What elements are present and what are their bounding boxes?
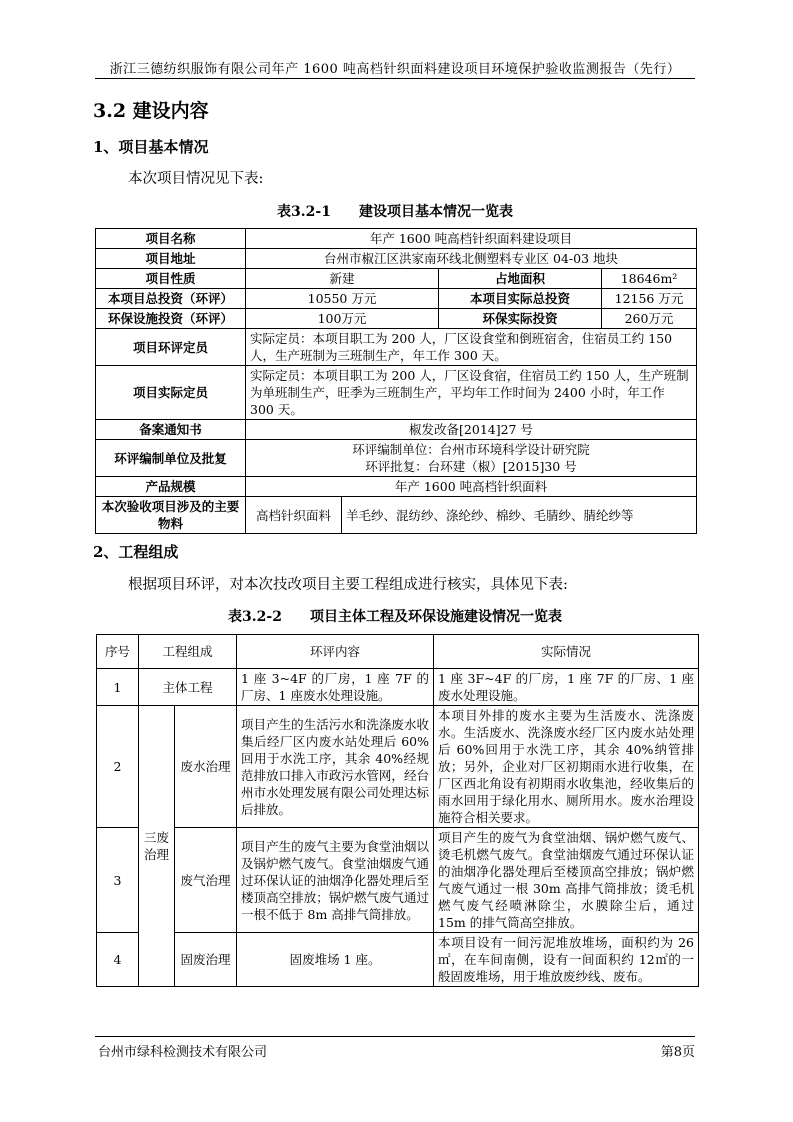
table2-caption: 表3.2-2 项目主体工程及环保设施建设情况一览表: [228, 609, 562, 625]
table-cell: 1 座 3~4F 的厂房，1 座 7F 的厂房、1 座废水处理设施。: [237, 669, 434, 706]
footer-company: 台州市绿科检测技术有限公司: [98, 1045, 268, 1060]
table-cell: 本项目总投资（环评）: [96, 289, 246, 309]
subsection-heading-composition: 2、工程组成: [93, 543, 179, 561]
table-cell: 项目实际定员: [96, 366, 246, 420]
table-cell: 12156 万元: [602, 289, 697, 309]
table-row: [97, 706, 699, 828]
table-cell: 项目产生的生活污水和洗涤废水收集后经厂区内废水站处理后 60%回用于水洗工序，其余 40%经规范排放口排入市政污水管网，经台州市水处理发展有限公司处理达标后排放。: [237, 706, 434, 828]
table-cell: 废气治理: [175, 828, 237, 933]
table-cell: 项目地址: [96, 249, 246, 269]
table-cell: 本项目实际总投资: [439, 289, 602, 309]
intro-text-1: 本次项目情况见下表:: [128, 171, 264, 187]
table-cell: 2: [97, 706, 139, 828]
table-cell: 高档针织面料: [246, 497, 342, 534]
intro-text-2: 根据项目环评，对本次技改项目主要工程组成进行核实，具体见下表:: [128, 577, 568, 593]
table-cell: 3: [97, 828, 139, 933]
table-cell: 废水治理: [175, 706, 237, 828]
page-header: 浙江三德纺织服饰有限公司年产 1600 吨高档针织面料建设项目环境保护验收监测报告（先行）: [109, 62, 681, 77]
table-cell: 羊毛纱、混纺纱、涤纶纱、棉纱、毛腈纱、腈纶纱等: [342, 497, 697, 534]
table-cell: 本项目外排的废水主要为生活废水、洗涤废水。生活废水、洗涤废水经厂区内废水站处理后 60%回用于水洗工序，其余 40%纳管排放；另外，企业对厂区初期雨水进行收集，在厂区西北角设有初期雨水收集池，经收集后的雨水回用于绿化用水、厕所用水。废水治理设施符合相关要求。: [434, 706, 699, 828]
footer-divider: [95, 1036, 695, 1037]
subsection-heading-basic-info: 1、项目基本情况: [93, 138, 209, 156]
header-cell: 工程组成: [139, 635, 237, 669]
table-cell: 固废堆场 1 座。: [237, 933, 434, 987]
table-cell: 项目产生的废气为食堂油烟、锅炉燃气废气、烫毛机燃气废气。食堂油烟废气通过环保认证的油烟净化器处理后至楼顶高空排放；锅炉燃气废气通过一根 30m 高排气筒排放；烫毛机燃气废气经喷淋除尘，水膜除尘后，通过 15m 的排气筒高空排放。: [434, 828, 699, 933]
table-cell: 实际定员：本项目职工为 200 人，厂区设食宿，住宿员工约 150 人，生产班制为单班制生产，旺季为三班制生产，平均年工作时间为 2400 小时，年工作 300 天。: [246, 366, 697, 420]
table-cell: 主体工程: [139, 669, 237, 706]
table-cell: 本次验收项目涉及的主要物料: [96, 497, 246, 534]
table-cell: 占地面积: [439, 269, 602, 289]
eia-approval-line: 环评批复：台环建（椒）[2015]30 号: [365, 459, 577, 474]
table-cell: 实际定员：本项目职工为 200 人，厂区设食堂和倒班宿舍，住宿员工约 150 人，生产班制为三班制生产，年工作 300 天。: [246, 329, 697, 366]
table-cell: 环保设施投资（环评）: [96, 309, 246, 329]
table-cell: 备案通知书: [96, 420, 246, 440]
table1-caption: 表3.2-1 建设项目基本情况一览表: [277, 204, 513, 220]
table-cell: [246, 440, 697, 477]
group-cell: 三废治理: [139, 706, 175, 987]
engineering-composition-table: [96, 634, 699, 987]
header-divider: [95, 78, 695, 79]
table-row: [97, 669, 699, 706]
table-cell: 环评编制单位及批复: [96, 440, 246, 477]
table-cell: 本项目设有一间污泥堆放堆场，面积约为 26㎡，在车间南侧，设有一间面积约 12㎡的一般固废堆场，用于堆放废纱线、废布。: [434, 933, 699, 987]
page-number: 第8页: [660, 1045, 695, 1060]
basic-info-table: [95, 228, 697, 534]
table-cell: 项目性质: [96, 269, 246, 289]
header-cell: 实际情况: [434, 635, 699, 669]
table-cell: 100万元: [246, 309, 439, 329]
table-cell: 椒发改备[2014]27 号: [246, 420, 697, 440]
table-cell: 项目产生的废气主要为食堂油烟以及锅炉燃气废气。食堂油烟废气通过环保认证的油烟净化器处理后至楼顶高空排放；锅炉燃气废气通过一根不低于 8m 高排气筒排放。: [237, 828, 434, 933]
table-cell: 260万元: [602, 309, 697, 329]
header-cell: 环评内容: [237, 635, 434, 669]
table-cell: 项目环评定员: [96, 329, 246, 366]
header-cell: 序号: [97, 635, 139, 669]
table-cell: 产品规模: [96, 477, 246, 497]
table-cell: 固废治理: [175, 933, 237, 987]
table-cell: 年产 1600 吨高档针织面料: [246, 477, 697, 497]
table-cell: 年产 1600 吨高档针织面料建设项目: [246, 229, 697, 249]
eia-unit-line: 环评编制单位：台州市环境科学设计研究院: [352, 442, 590, 457]
table-row: [97, 828, 699, 933]
table-cell: 18646m²: [602, 269, 697, 289]
table-row: [97, 933, 699, 987]
table-cell: 10550 万元: [246, 289, 439, 309]
table-cell: 台州市椒江区洪家南环线北侧塑料专业区 04-03 地块: [246, 249, 697, 269]
table-cell: 项目名称: [96, 229, 246, 249]
table-cell: 1 座 3F~4F 的厂房，1 座 7F 的厂房、1 座废水处理设施。: [434, 669, 699, 706]
table-cell: 环保实际投资: [439, 309, 602, 329]
section-heading: 3.2 建设内容: [93, 100, 209, 122]
table-cell: 新建: [246, 269, 439, 289]
table-cell: 4: [97, 933, 139, 987]
table-cell: 1: [97, 669, 139, 706]
